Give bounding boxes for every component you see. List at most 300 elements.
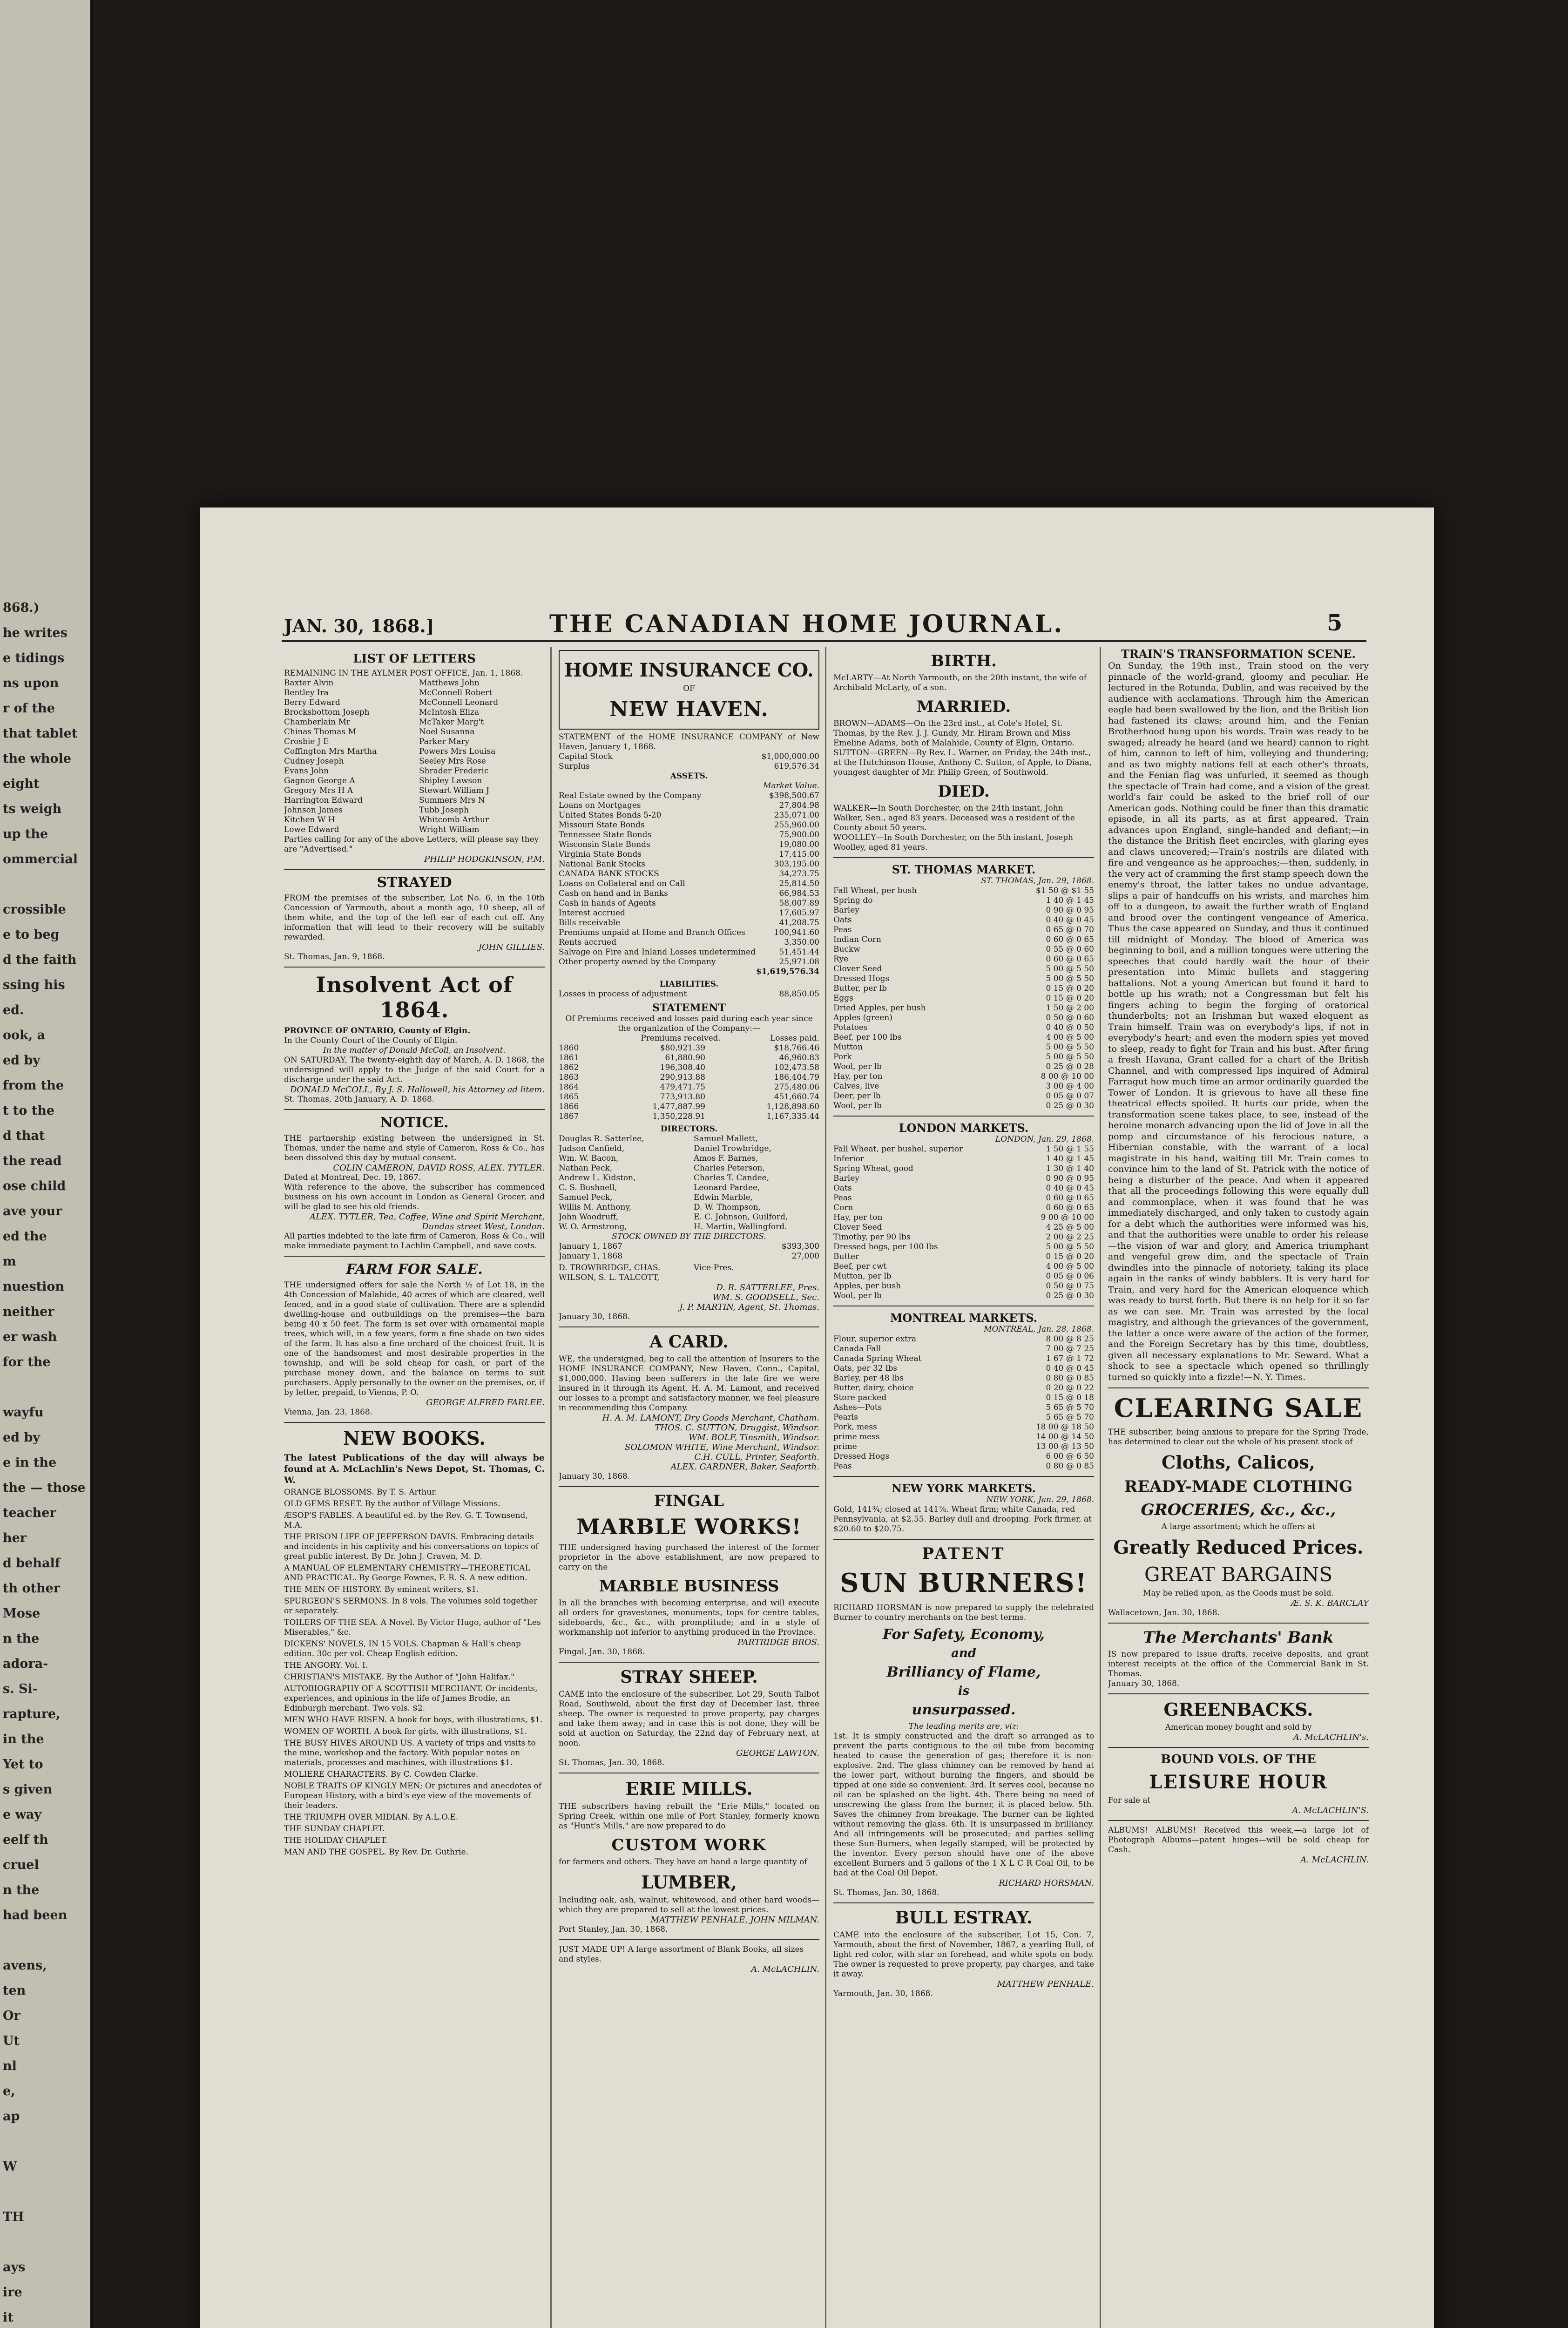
montreal-row-cell: 6 00 @ 6 50	[1046, 1452, 1094, 1461]
st-thomas-row-cell: Buckw	[833, 945, 860, 954]
stock-note: STOCK OWNED BY THE DIRECTORS.	[612, 1232, 766, 1241]
fragment-line: adora-	[3, 1657, 48, 1671]
fragment-line: ommercial	[3, 852, 78, 866]
director-name: Charles T. Candee,	[694, 1173, 769, 1183]
fragment-line: eight	[3, 777, 40, 791]
london-row-cell: Spring Wheat, good	[833, 1164, 913, 1173]
st-thomas-row-cell: 0 40 @ 0 45	[1046, 915, 1094, 925]
fragment-line: er wash	[3, 1330, 57, 1344]
assets-column-label: Market Value.	[763, 781, 819, 791]
montreal-row-cell: Peas	[833, 1462, 852, 1471]
notice-text-2: With reference to the above, the subscriber has commenced business on his own account in London as General Grocer, and will be glad to see his old friends.	[284, 1183, 545, 1211]
fragment-line: for the	[3, 1355, 51, 1369]
london-row-cell: 1 30 @ 1 40	[1046, 1164, 1094, 1173]
asset-row	[559, 889, 819, 899]
montreal-row	[833, 1374, 1094, 1383]
statement-heading: STATEMENT	[652, 1002, 726, 1014]
st-thomas-row-cell: 0 15 @ 0 20	[1046, 984, 1094, 993]
erie-text-3: Including oak, ash, walnut, whitewood, and other hard woods—which they are prepared to sell at the lowest prices.	[559, 1895, 819, 1915]
st-thomas-row-cell: Indian Corn	[833, 935, 881, 944]
st-thomas-row	[833, 1042, 1094, 1052]
montreal-row-cell: 0 20 @ 0 22	[1046, 1383, 1094, 1393]
letter-name: Johnson James	[284, 805, 343, 815]
marble-heading: MARBLE WORKS!	[576, 1514, 802, 1539]
card-signer: THOS. C. SUTTON, Druggist, Windsor.	[655, 1423, 819, 1433]
letter-name: Parker Mary	[419, 737, 470, 746]
clearing-sale-heading: CLEARING SALE	[1114, 1393, 1363, 1423]
directors-list	[559, 1134, 819, 1232]
card-signer: ALEX. GARDNER, Baker, Seaforth.	[670, 1462, 819, 1472]
birth-text: McLARTY—At North Yarmouth, on the 20th instant, the wife of Archibald McLarty, of a son.	[833, 673, 1087, 692]
fragment-line: Yet to	[3, 1757, 43, 1772]
st-thomas-row-cell: Wool, per lb	[833, 1062, 882, 1071]
letter-name: Noel Susanna	[419, 727, 475, 737]
married-list	[833, 719, 1094, 778]
fragment-line: 868.)	[3, 601, 40, 615]
st-thomas-row-cell: Spring do	[833, 896, 873, 905]
asset-row	[559, 918, 819, 928]
ready-made-heading: READY-MADE CLOTHING	[1124, 1477, 1353, 1496]
asset-row	[559, 820, 819, 830]
asset-row-cell: 25,971.08	[779, 957, 819, 967]
strayed-heading: STRAYED	[377, 874, 452, 891]
st-thomas-row	[833, 1052, 1094, 1062]
book-entry: THE TRIUMPH OVER MIDIAN. By A.L.O.E.	[284, 1813, 459, 1822]
notice-heading: NOTICE.	[380, 1115, 449, 1131]
liability-row	[559, 989, 819, 999]
london-row-cell: 4 00 @ 5 00	[1046, 1262, 1094, 1271]
st-thomas-row-cell: Calves, live	[833, 1082, 879, 1091]
clearing-text: THE subscriber, being anxious to prepare for the Spring Trade, has determined to clear out the whole of his present stock of	[1108, 1428, 1369, 1447]
capital-row	[559, 752, 819, 762]
london-market-date: LONDON, Jan. 29, 1868.	[995, 1135, 1094, 1144]
sun-burners-heading: SUN BURNERS!	[839, 1568, 1088, 1598]
fragment-line: up the	[3, 827, 48, 841]
letter-name: Shipley Lawson	[419, 776, 482, 785]
letters-intro: REMAINING IN THE AYLMER POST OFFICE, Jan. 1, 1868.	[284, 669, 523, 678]
book-entry: THE HOLIDAY CHAPLET.	[284, 1836, 388, 1845]
book-entry: ÆSOP'S FABLES. A beautiful ed. by the Rev. G. T. Townsend, M.A.	[284, 1511, 528, 1530]
st-thomas-row-cell: Potatoes	[833, 1023, 868, 1032]
strayed-signature: JOHN GILLIES.	[478, 942, 545, 952]
card-text: WE, the undersigned, beg to call the attention of Insurers to the HOME INSURANCE COMPANY, New Haven, Conn., Capital, $1,000,000. Having been sufferers in the late fire we were insured in it through its Agent, H. A. M. Lamont, and received our losses to a prompt and satisfactory manner, we feel pleasure in recommending this Company.	[559, 1354, 819, 1413]
insolvent-text: ON SATURDAY, The twenty-eighth day of March, A. D. 1868, the undersigned will apply to the Judge of the said Court for a discharge under the said Act.	[284, 1056, 545, 1084]
st-thomas-row	[833, 886, 1094, 896]
letter-name: Brocksbottom Joseph	[284, 708, 370, 717]
books-heading: NEW BOOKS.	[343, 1428, 486, 1449]
montreal-row-cell: 14 00 @ 14 50	[1035, 1432, 1094, 1441]
president: D. R. SATTERLEE, Pres.	[716, 1283, 819, 1293]
premium-row-cell: 1861	[559, 1053, 579, 1062]
premium-row	[559, 1083, 819, 1092]
fragment-line: wayfu	[3, 1405, 44, 1420]
st-thomas-row-cell: 0 15 @ 0 20	[1046, 994, 1094, 1003]
premium-row-cell: 773,913.80	[660, 1092, 705, 1102]
london-row-cell: Inferior	[833, 1154, 864, 1164]
montreal-row-cell: Ashes—Pots	[833, 1403, 882, 1412]
insolvent-date: St. Thomas, 20th January, A. D. 1868.	[284, 1095, 435, 1104]
london-row-cell: 1 40 @ 1 45	[1046, 1154, 1094, 1164]
asset-row-cell: Wisconsin State Bonds	[559, 840, 650, 849]
notice-signers: COLIN CAMERON, DAVID ROSS, ALEX. TYTLER.	[333, 1163, 545, 1173]
premium-row-cell: Premiums received.	[641, 1034, 721, 1043]
directors-stock-table	[559, 1242, 819, 1261]
st-thomas-row-cell: 0 55 @ 0 60	[1046, 945, 1094, 954]
letter-name: McConnell Leonard	[419, 698, 499, 707]
asset-row-cell: Virginia State Bonds	[559, 850, 642, 859]
premium-row-cell: Losses paid.	[770, 1034, 819, 1043]
notice-signature-2: ALEX. TYTLER, Tea, Coffee, Wine and Spirit Merchant, Dundas street West, London.	[310, 1212, 545, 1232]
premium-row-cell: 1,350,228.91	[652, 1112, 705, 1121]
clearing-text-2: A large assortment; which he offers at	[1161, 1522, 1316, 1531]
letters-list	[284, 678, 545, 835]
married-entry: BROWN—ADAMS—On the 23rd inst., at Cole's Hotel, St. Thomas, by the Rev. J. J. Gundy, Mr. Hiram Brown and Miss Emeline Adams, both of Malahide, County of Elgin, Ontario.	[833, 719, 1075, 748]
st-thomas-row-cell: Mutton	[833, 1042, 863, 1052]
st-thomas-row-cell: Fall Wheat, per bush	[833, 886, 917, 895]
premium-row-cell: 1864	[559, 1083, 579, 1092]
fragment-line: s. Si-	[3, 1682, 38, 1696]
montreal-row-cell: Flour, superior extra	[833, 1334, 917, 1344]
liabilities-table	[559, 989, 819, 999]
books-intro: The latest Publications of the day will always be found at A. McLachlin's News Depot, St. Thomas, C. W.	[284, 1453, 545, 1485]
bull-estray-signature: MATTHEW PENHALE.	[997, 1979, 1094, 1989]
asset-row-cell: 27,804.98	[779, 801, 819, 810]
premium-row-cell: 451,660.74	[774, 1092, 819, 1102]
asset-row	[559, 791, 819, 801]
asset-row	[559, 938, 819, 947]
london-row-cell: Mutton, per lb	[833, 1272, 892, 1281]
london-row	[833, 1232, 1094, 1242]
train-heading: TRAIN'S TRANSFORMATION SCENE.	[1121, 647, 1356, 661]
london-row-cell: 0 15 @ 0 20	[1046, 1252, 1094, 1261]
asset-row-cell: 51,451.44	[779, 947, 819, 957]
asset-row-cell: Rents accrued	[559, 938, 616, 947]
london-row	[833, 1164, 1094, 1174]
st-thomas-row-cell: 0 65 @ 0 70	[1046, 925, 1094, 934]
st-thomas-row-cell: Eggs	[833, 994, 853, 1003]
letter-name: Summers Mrs N	[419, 796, 485, 805]
capital-table	[559, 752, 819, 771]
premium-row-cell: $80,921.39	[660, 1043, 705, 1053]
montreal-row	[833, 1334, 1094, 1344]
st-thomas-row	[833, 1033, 1094, 1042]
st-thomas-row-cell: Dried Apples, per bush	[833, 1003, 926, 1013]
london-row-cell: 4 25 @ 5 00	[1046, 1223, 1094, 1232]
fragment-line: ed.	[3, 1003, 24, 1017]
london-row-cell: 9 00 @ 10 00	[1041, 1213, 1094, 1222]
bound-vols-heading: BOUND VOLS. OF THE	[1161, 1753, 1316, 1766]
fragment-line: that tablet	[3, 726, 78, 741]
fragment-line: n the	[3, 1631, 40, 1646]
stock-row-cell: January 1, 1867	[559, 1242, 623, 1251]
asset-row-cell: 303,195.00	[774, 859, 819, 869]
capital-row-cell: Capital Stock	[559, 752, 613, 761]
fragment-line: e tidings	[3, 651, 65, 665]
st-thomas-row	[833, 974, 1094, 984]
groceries-heading: GROCERIES, &c., &c.,	[1141, 1501, 1336, 1519]
secretary: WM. S. GOODSELL, Sec.	[712, 1293, 819, 1302]
director-name: Samuel Peck,	[559, 1193, 613, 1202]
montreal-row-cell: Dressed Hogs	[833, 1452, 890, 1461]
merchants-bank-heading: The Merchants' Bank	[1143, 1628, 1334, 1647]
premium-row-cell: 290,913.88	[660, 1073, 705, 1082]
insolvent-matter: In the matter of Donald McColl, an Insolvent.	[323, 1046, 506, 1055]
bull-estray-date: Yarmouth, Jan. 30, 1868.	[833, 1989, 933, 1998]
blank-books-text: JUST MADE UP! A large assortment of Blank Books, all sizes and styles.	[559, 1945, 804, 1964]
montreal-row	[833, 1422, 1094, 1432]
merchants-bank-text: IS now prepared to issue drafts, receive deposits, and grant interest receipts at the office of the Commercial Bank in St. Thomas.	[1108, 1650, 1369, 1678]
premium-row	[559, 1053, 819, 1063]
letter-name: Chamberlain Mr	[284, 717, 351, 727]
book-entry: THE MEN OF HISTORY. By eminent writers, $1.	[284, 1585, 479, 1594]
london-row	[833, 1291, 1094, 1301]
fragment-line: ssing his	[3, 978, 65, 992]
asset-row-cell: Cash on hand and in Banks	[559, 889, 668, 898]
director-name: Judson Canfield,	[559, 1144, 625, 1153]
asset-row-cell: 255,960.00	[774, 820, 819, 830]
clearing-text-3: May be relied upon, as the Goods must be sold.	[1143, 1589, 1334, 1598]
greenbacks-signature: A. McLACHLIN's.	[1293, 1732, 1369, 1742]
assets-table	[559, 791, 819, 967]
capital-row-cell: Surplus	[559, 762, 590, 771]
book-entry: A MANUAL OF ELEMENTARY CHEMISTRY—THEORETICAL AND PRACTICAL. By George Fownes, F. R. S. A new edition.	[284, 1563, 530, 1583]
letter-name: Shrader Frederic	[419, 766, 489, 776]
letter-name: Wright William	[419, 825, 480, 834]
st-thomas-row	[833, 1091, 1094, 1101]
letter-name: Seeley Mrs Rose	[419, 757, 486, 766]
london-row-cell: 0 25 @ 0 30	[1046, 1291, 1094, 1300]
stock-row	[559, 1242, 819, 1252]
director-name: Leonard Pardee,	[694, 1183, 760, 1192]
st-thomas-row-cell: 0 05 @ 0 07	[1046, 1091, 1094, 1101]
premium-row-cell: $18,766.46	[774, 1043, 819, 1053]
adjacent-page-fragment	[0, 0, 93, 2328]
montreal-row-cell: 5 65 @ 5 70	[1046, 1413, 1094, 1422]
asset-row-cell: $398,500.67	[769, 791, 819, 800]
stray-sheep-signature: GEORGE LAWTON.	[736, 1748, 819, 1758]
premium-row-cell: 479,471.75	[660, 1083, 705, 1092]
fragment-line: from the	[3, 1078, 64, 1093]
montreal-market-date: MONTREAL, Jan. 28, 1868.	[984, 1325, 1094, 1334]
letters-note: Parties calling for any of the above Letters, will please say they are "Advertised."	[284, 835, 539, 854]
patent-heading: PATENT	[922, 1544, 1006, 1563]
asset-row	[559, 840, 819, 850]
newspaper-page	[200, 508, 1434, 2328]
asset-row	[559, 830, 819, 840]
fragment-line: ire	[3, 2285, 22, 2300]
greenbacks-text: American money bought and sold by	[1165, 1723, 1312, 1732]
london-market-heading: LONDON MARKETS.	[899, 1121, 1029, 1135]
fragment-line: TH	[3, 2210, 24, 2224]
sun-text: 1st. It is simply constructed and the draft so arranged as to prevent the parts contiguous to the oil tube from becoming heated to cause the generation of gas; therefore it is non-explosive. 2nd. The glass chimney can be removed by hand at the lower part, without burning the fingers, and should be tipped at one side so convenient. 3rd. It serves cool, because no oil can be splashed on the light. 4th. There being no need of unscrewing the glass from the burner, it is placed below. 5th. Saves the chimney from breakage. The burner can be lighted without removing the glass. 6th. It is unsurpassed in brilliancy. And all infringements will be prosecuted; and parties selling these Sun-Burners, when legally stamped, will be protected by the inventor. Every person should have one of the above excellent Burners and 5 gallons of the 1 X L C R Coal Oil, to be had at the Coal Oil Depot.	[833, 1732, 1094, 1878]
letter-name: Powers Mrs Louisa	[419, 747, 496, 756]
book-entry: THE SUNDAY CHAPLET.	[284, 1824, 385, 1834]
london-row	[833, 1154, 1094, 1164]
london-row-cell: 0 40 @ 0 45	[1046, 1184, 1094, 1193]
asset-row-cell: 75,900.00	[779, 830, 819, 839]
montreal-row-cell: 0 80 @ 0 85	[1046, 1462, 1094, 1471]
director-name: Willis M. Anthony,	[559, 1203, 632, 1212]
montreal-row	[833, 1393, 1094, 1403]
montreal-row-cell: Pork, mess	[833, 1422, 877, 1432]
montreal-row	[833, 1364, 1094, 1374]
london-row-cell: Apples, per bush	[833, 1281, 901, 1291]
custom-work-heading: CUSTOM WORK	[611, 1836, 767, 1854]
column-4	[1108, 647, 1369, 1865]
montreal-row-cell: Pearls	[833, 1413, 858, 1422]
lumber-heading: LUMBER,	[641, 1872, 737, 1893]
st-thomas-row-cell: 0 50 @ 0 60	[1046, 1013, 1094, 1022]
letter-name: Matthews John	[419, 678, 480, 688]
stray-sheep-heading: STRAY SHEEP.	[620, 1667, 758, 1687]
asset-row-cell: Cash in hands of Agents	[559, 899, 656, 908]
great-bargains-heading: GREAT BARGAINS	[1144, 1563, 1333, 1586]
sun-intro: RICHARD HORSMAN is now prepared to supply the celebrated Burner to country merchants on the best terms.	[833, 1603, 1094, 1622]
st-thomas-row-cell: 5 00 @ 5 50	[1046, 1052, 1094, 1062]
fragment-line: ts weigh	[3, 802, 62, 816]
asset-row-cell: 25,814.50	[779, 879, 819, 888]
montreal-row-cell: prime mess	[833, 1432, 880, 1441]
stock-row	[559, 1252, 819, 1261]
montreal-row-cell: 1 67 @ 1 72	[1046, 1354, 1094, 1363]
leisure-hour-heading: LEISURE HOUR	[1149, 1771, 1328, 1793]
st-thomas-market-date: ST. THOMAS, Jan. 29, 1868.	[981, 876, 1094, 886]
farm-text: THE undersigned offers for sale the North ½ of Lot 18, in the 4th Concession of Malahide, 40 acres of which are cleared, well fenced, and in a good state of cultivation. There are a splendid dwelling-house and outbuildings on the premises—the barn being 40 x 50 feet. The farm is set over with ornamental maple trees, which will, in a few years, form a fine shade on two sides of the farm. It has also a fine orchard of the choicest fruit. It is one of the handsomest and most desirable properties in the township, and will be sold cheap for cash, or part of the purchase money down, and the balance on terms to suit purchasers. Apply personally to the owner on the premises, or, if by letter, prepaid, to Vienna, P. O.	[284, 1280, 545, 1397]
st-thomas-row-cell: 0 90 @ 0 95	[1046, 906, 1094, 915]
premium-row-cell: 46,960.83	[779, 1053, 819, 1062]
director-name: Amos F. Barnes,	[694, 1154, 758, 1163]
fragment-line: ook, a	[3, 1028, 46, 1042]
st-thomas-row-cell: Pork	[833, 1052, 852, 1062]
stock-row-cell: $393,300	[781, 1242, 819, 1251]
london-row-cell: 0 90 @ 0 95	[1046, 1174, 1094, 1183]
liabilities-heading: LIABILITIES.	[659, 980, 719, 989]
premiums-table	[559, 1034, 819, 1122]
london-row	[833, 1184, 1094, 1193]
premium-row	[559, 1063, 819, 1073]
london-row	[833, 1174, 1094, 1184]
london-row-cell: 1 50 @ 1 55	[1046, 1144, 1094, 1154]
new-york-market-heading: NEW YORK MARKETS.	[892, 1482, 1036, 1495]
london-row	[833, 1262, 1094, 1272]
fragment-line: Or	[3, 2009, 20, 2023]
montreal-row-cell: Store packed	[833, 1393, 887, 1402]
london-row-cell: 2 00 @ 2 25	[1046, 1232, 1094, 1242]
erie-signature: MATTHEW PENHALE, JOHN MILMAN.	[650, 1915, 819, 1925]
london-row-cell: 0 50 @ 0 75	[1046, 1281, 1094, 1291]
director-name: D. W. Thompson,	[694, 1203, 761, 1212]
st-thomas-row-cell: 0 25 @ 0 28	[1046, 1062, 1094, 1071]
column-rule	[1100, 647, 1101, 2328]
director-name: John Woodruff,	[559, 1212, 618, 1222]
birth-heading: BIRTH.	[931, 652, 997, 670]
stray-sheep-text: CAME into the enclosure of the subscriber, Lot 29, South Talbot Road, Southwold, about the first day of December last, three sheep. The owner is requested to prove property, pay charges and take them away; and in case this is not done, they will be sold at auction on Saturday, the 22nd day of February next, at noon.	[559, 1690, 819, 1748]
fragment-line: ave your	[3, 1204, 62, 1218]
sun-tagline-1: For Safety, Economy,	[882, 1626, 1045, 1643]
london-row-cell: Timothy, per 90 lbs	[833, 1232, 911, 1242]
montreal-row-cell: Canada Fall	[833, 1344, 881, 1353]
london-market-table	[833, 1144, 1094, 1301]
marble-signature: PARTRIDGE BROS.	[737, 1638, 819, 1647]
london-row-cell: Beef, per cwt	[833, 1262, 887, 1271]
asset-row	[559, 811, 819, 820]
st-thomas-market-table	[833, 886, 1094, 1111]
fragment-line: Mose	[3, 1606, 41, 1621]
montreal-row-cell: 8 00 @ 8 25	[1046, 1334, 1094, 1344]
directors-heading: DIRECTORS.	[660, 1124, 718, 1134]
montreal-row-cell: 18 00 @ 18 50	[1035, 1422, 1094, 1432]
vice-presidents: D. TROWBRIDGE, CHAS. WILSON, S. L. TALCOTT,	[559, 1263, 661, 1282]
premium-row	[559, 1102, 819, 1112]
fragment-line: ed the	[3, 1229, 47, 1244]
director-name: Nathan Peck,	[559, 1164, 613, 1173]
liability-row-cell: 88,850.05	[779, 989, 819, 999]
notice-date: Dated at Montreal, Dec. 19, 1867.	[284, 1173, 421, 1182]
book-entry: OLD GEMS RESET. By the author of Village Missions.	[284, 1499, 500, 1509]
premium-row-cell: 1862	[559, 1063, 579, 1072]
st-thomas-row-cell: Clover Seed	[833, 964, 882, 974]
asset-row-cell: Loans on Collateral and on Call	[559, 879, 685, 888]
asset-row-cell: Real Estate owned by the Company	[559, 791, 702, 800]
died-entry: WOOLLEY—In South Dorchester, on the 5th instant, Joseph Woolley, aged 81 years.	[833, 833, 1074, 852]
london-row	[833, 1223, 1094, 1232]
fingal-heading: FINGAL	[654, 1492, 724, 1510]
fragment-line: e,	[3, 2084, 15, 2098]
premium-row-cell: 1,477,887.99	[652, 1102, 705, 1111]
card-date: January 30, 1868.	[559, 1472, 630, 1481]
montreal-row-cell: 5 65 @ 5 70	[1046, 1403, 1094, 1412]
st-thomas-row	[833, 945, 1094, 954]
st-thomas-row	[833, 1072, 1094, 1082]
insolvent-heading: Insolvent Act of 1864.	[316, 972, 513, 1022]
st-thomas-row	[833, 896, 1094, 906]
letter-name: Crosbie J E	[284, 737, 329, 746]
st-thomas-row-cell: 5 00 @ 5 50	[1046, 974, 1094, 983]
director-name: Edwin Marble,	[694, 1193, 753, 1202]
fragment-line: W	[3, 2159, 17, 2174]
london-row	[833, 1281, 1094, 1291]
sun-signature: RICHARD HORSMAN.	[999, 1878, 1094, 1888]
montreal-row	[833, 1462, 1094, 1471]
fragment-line: e to beg	[3, 927, 60, 942]
book-entry: MEN WHO HAVE RISEN. A book for boys, with illustrations, $1.	[284, 1715, 543, 1725]
st-thomas-row	[833, 925, 1094, 935]
masthead-rule	[282, 640, 1366, 642]
notice-text: THE partnership existing between the undersigned in St. Thomas, under the name and style of Cameron, Ross & Co., has been dissolved this day by mutual consent.	[284, 1134, 545, 1163]
montreal-row	[833, 1452, 1094, 1462]
st-thomas-row	[833, 1062, 1094, 1072]
st-thomas-row-cell: Butter, per lb	[833, 984, 887, 993]
london-row-cell: Wool, per lb	[833, 1291, 882, 1300]
london-row	[833, 1242, 1094, 1252]
asset-row-cell: 100,941.60	[774, 928, 819, 937]
letter-name: McTaker Marg't	[419, 717, 484, 727]
st-thomas-row	[833, 1082, 1094, 1091]
london-row	[833, 1213, 1094, 1223]
blank-books-signature: A. McLACHLIN.	[751, 1964, 819, 1974]
bull-estray-heading: BULL ESTRAY.	[895, 1908, 1033, 1928]
st-thomas-row-cell: 0 25 @ 0 30	[1046, 1101, 1094, 1110]
page-number: 5	[1327, 610, 1343, 636]
new-york-market-date: NEW YORK, Jan. 29, 1868.	[986, 1495, 1094, 1504]
book-entry: ORANGE BLOSSOMS. By T. S. Arthur.	[284, 1488, 437, 1497]
fragment-line: it	[3, 2310, 14, 2325]
book-entry: WOMEN OF WORTH. A book for girls, with illustrations, $1.	[284, 1727, 527, 1736]
montreal-row-cell: 0 40 @ 0 45	[1046, 1364, 1094, 1373]
card-signer: SOLOMON WHITE, Wine Merchant, Windsor.	[624, 1442, 819, 1452]
fragment-line: d that	[3, 1129, 45, 1143]
letter-name: Tubb Joseph	[419, 805, 469, 815]
